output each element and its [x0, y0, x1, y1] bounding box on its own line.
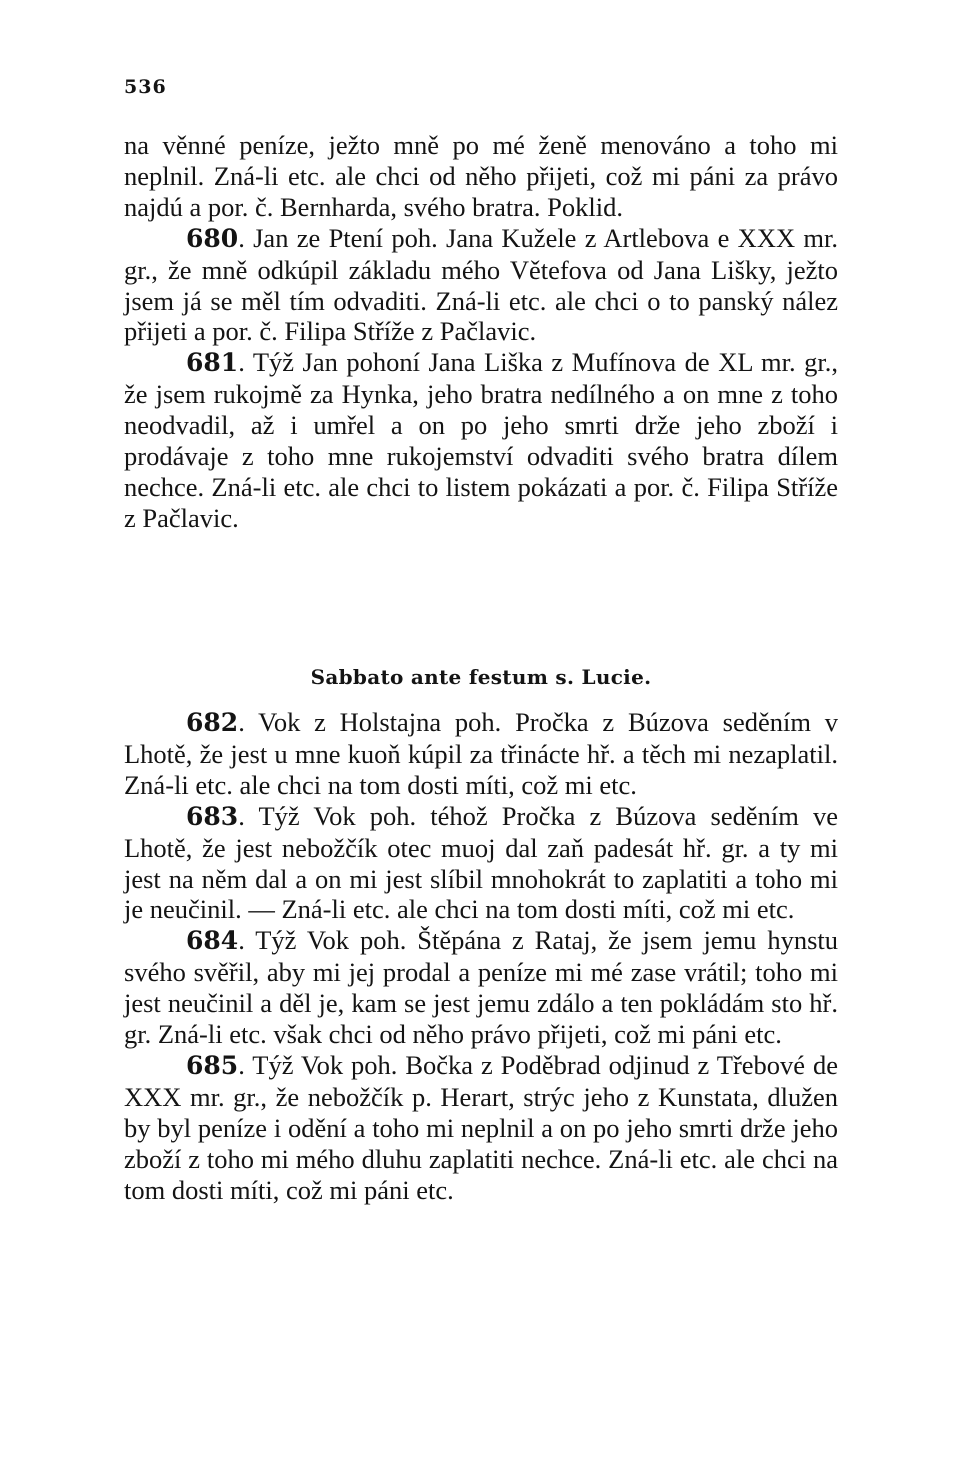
entry-number: 684	[186, 926, 239, 956]
text-block-top	[124, 130, 838, 534]
entry-681	[124, 347, 838, 533]
paragraph-text: na věnné peníze, ježto mně po mé ženě menováno a toho mi neplnil. Zná-li etc. ale chci od něho přijeti, což mi páni za právo najdú a por. č. Bernharda, svého bratra. Poklid.	[124, 130, 838, 222]
entry-text: . Týž Jan pohoní Jana Liška z Mufínova de XL mr. gr., že jsem rukojmě za Hynka, jeho bratra nedílného a on mne z toho neodvadil, až i umřel a on po jeho smrti drže jeho zboží i prodávaje z toho mne rukojemství odvaditi svého bratra dílem nechce. Zná-li etc. ale chci to listem pokázati a por. č. Filipa Stříže z Pačlavic.	[124, 347, 838, 533]
entry-text: . Týž Vok poh. Bočka z Poděbrad odjinud z Třebové de XXX mr. gr., že nebožčík p. Herart, strýc jeho z Kunstata, dlužen by byl peníze i odění a toho mi neplnil a on po jeho smrti drže jeho zboží z toho mi mého dluhu zaplatiti nechce. Zná-li etc. ale chci na tom dosti míti, což mi páni etc.	[124, 1049, 838, 1205]
entry-number: 683	[186, 801, 239, 831]
entry-number: 681	[186, 348, 239, 378]
entry-680	[124, 223, 838, 348]
entry-text: . Vok z Holstajna poh. Pročka z Búzova seděním v Lhotě, že jest u mne kuoň kúpil za třinácte hř. a těch mi nezaplatil. Zná-li etc. ale chci na tom dosti míti, což mi etc.	[124, 707, 838, 800]
entry-number: 682	[186, 708, 239, 737]
entry-text: . Týž Vok poh. téhož Pročka z Búzova seděním ve Lhotě, že jest nebožčík otec muoj dal zaň padesát hř. gr. a ty mi jest na něm dal a on mi jest slíbil mnohokrát to zaplatiti a toho mi je neučinil. — Zná-li etc. ale chci na tom dosti míti, což mi etc.	[124, 800, 838, 925]
entry-number: 680	[186, 223, 239, 253]
entry-684	[124, 925, 838, 1050]
text-block-bottom	[124, 707, 838, 1206]
entry-685	[124, 1050, 838, 1206]
paragraph-continuation	[124, 130, 838, 223]
entry-682	[124, 707, 838, 801]
entry-text: . Jan ze Ptení poh. Jana Kužele z Artlebova e XXX mr. gr., že mně odkúpil základu mého Větefova od Jana Lišky, ježto jsem já se měl tím odvaditi. Zná-li etc. ale chci o to panský nález přijeti a por. č. Filipa Stříže z Pačlavic.	[124, 222, 838, 347]
page-number: 536	[124, 76, 167, 98]
entry-number: 685	[186, 1050, 239, 1080]
section-heading: Sabbato ante festum s. Lucie.	[310, 665, 652, 689]
entry-683	[124, 801, 838, 926]
entry-text: . Týž Vok poh. Štěpána z Rataj, že jsem jemu hynstu svého svěřil, aby mi jej prodal a peníze mi mé zase vrátil; toho mi jest neučinil a děl je, kam se jest jemu zdálo a ten pokládám sto hř. gr. Zná-li etc. však chci od něho právo přijeti, což mi páni etc.	[124, 925, 838, 1050]
